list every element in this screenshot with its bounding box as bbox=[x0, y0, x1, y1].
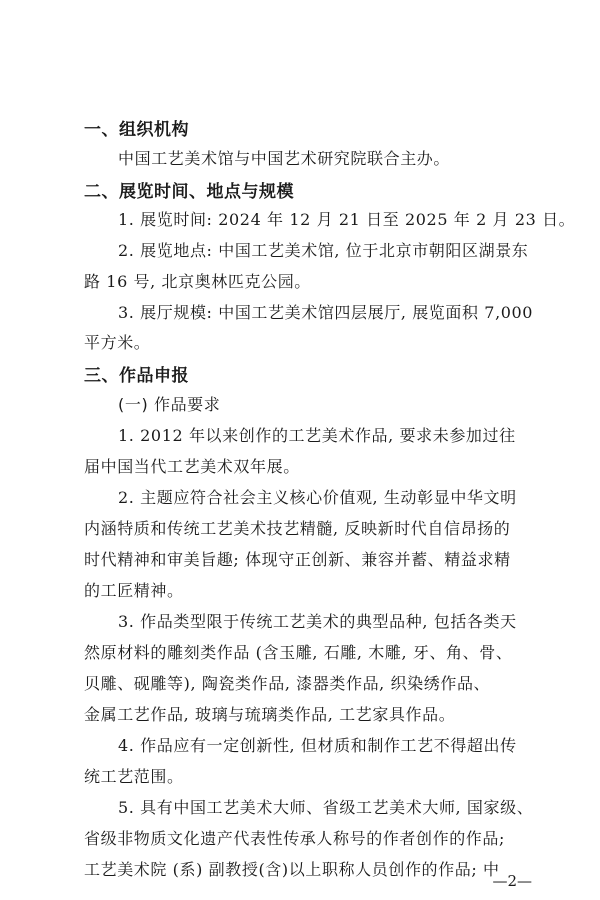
item-exhibition-scale-line1: 3. 展厅规模: 中国工艺美术馆四层展厅, 展览面积 7,000 bbox=[118, 303, 534, 322]
item-exhibition-time: 1. 展览时间: 2024 年 12 月 21 日至 2025 年 2 月 23 日。 bbox=[118, 210, 576, 229]
req3-line3: 贝雕、砚雕等), 陶瓷类作品, 漆器类作品, 织染绣作品、 bbox=[84, 674, 491, 693]
req1-line2: 届中国当代工艺美术双年展。 bbox=[84, 457, 300, 476]
item-exhibition-scale-line2: 平方米。 bbox=[84, 333, 151, 352]
req5-line2: 省级非物质文化遗产代表性传承人称号的作者创作的作品; bbox=[84, 829, 505, 848]
paragraph-organizers: 中国工艺美术馆与中国艺术研究院联合主办。 bbox=[118, 149, 451, 168]
req2-line3: 时代精神和审美旨趣; 体现守正创新、兼容并蓄、精益求精 bbox=[84, 550, 511, 569]
req2-line1: 2. 主题应符合社会主义核心价值观, 生动彰显中华文明 bbox=[118, 488, 517, 507]
req2-line2: 内涵特质和传统工艺美术技艺精髓, 反映新时代自信昂扬的 bbox=[84, 519, 511, 538]
req4-line1: 4. 作品应有一定创新性, 但材质和制作工艺不得超出传 bbox=[118, 736, 517, 755]
req2-line4: 的工匠精神。 bbox=[84, 581, 184, 600]
req3-line2: 然原材料的雕刻类作品 (含玉雕, 石雕, 木雕, 牙、角、骨、 bbox=[84, 643, 513, 662]
heading-exhibition-time-place-scale: 二、展览时间、地点与规模 bbox=[84, 182, 294, 202]
req5-line3: 工艺美术院 (系) 副教授(含)以上职称人员创作的作品; 中 bbox=[84, 860, 500, 879]
subheading-work-requirements: (一) 作品要求 bbox=[118, 395, 221, 414]
req5-line1: 5. 具有中国工艺美术大师、省级工艺美术大师, 国家级、 bbox=[118, 798, 534, 817]
req1-line1: 1. 2012 年以来创作的工艺美术作品, 要求未参加过往 bbox=[118, 426, 516, 445]
heading-work-application: 三、作品申报 bbox=[84, 366, 189, 386]
item-exhibition-place-line1: 2. 展览地点: 中国工艺美术馆, 位于北京市朝阳区湖景东 bbox=[118, 241, 529, 260]
req4-line2: 统工艺范围。 bbox=[84, 767, 184, 786]
page-number: —2— bbox=[492, 872, 532, 890]
heading-organization: 一、组织机构 bbox=[84, 120, 189, 140]
req3-line4: 金属工艺作品, 玻璃与琉璃类作品, 工艺家具作品。 bbox=[84, 705, 456, 724]
item-exhibition-place-line2: 路 16 号, 北京奥林匹克公园。 bbox=[84, 272, 311, 291]
req3-line1: 3. 作品类型限于传统工艺美术的典型品种, 包括各类天 bbox=[118, 612, 517, 631]
